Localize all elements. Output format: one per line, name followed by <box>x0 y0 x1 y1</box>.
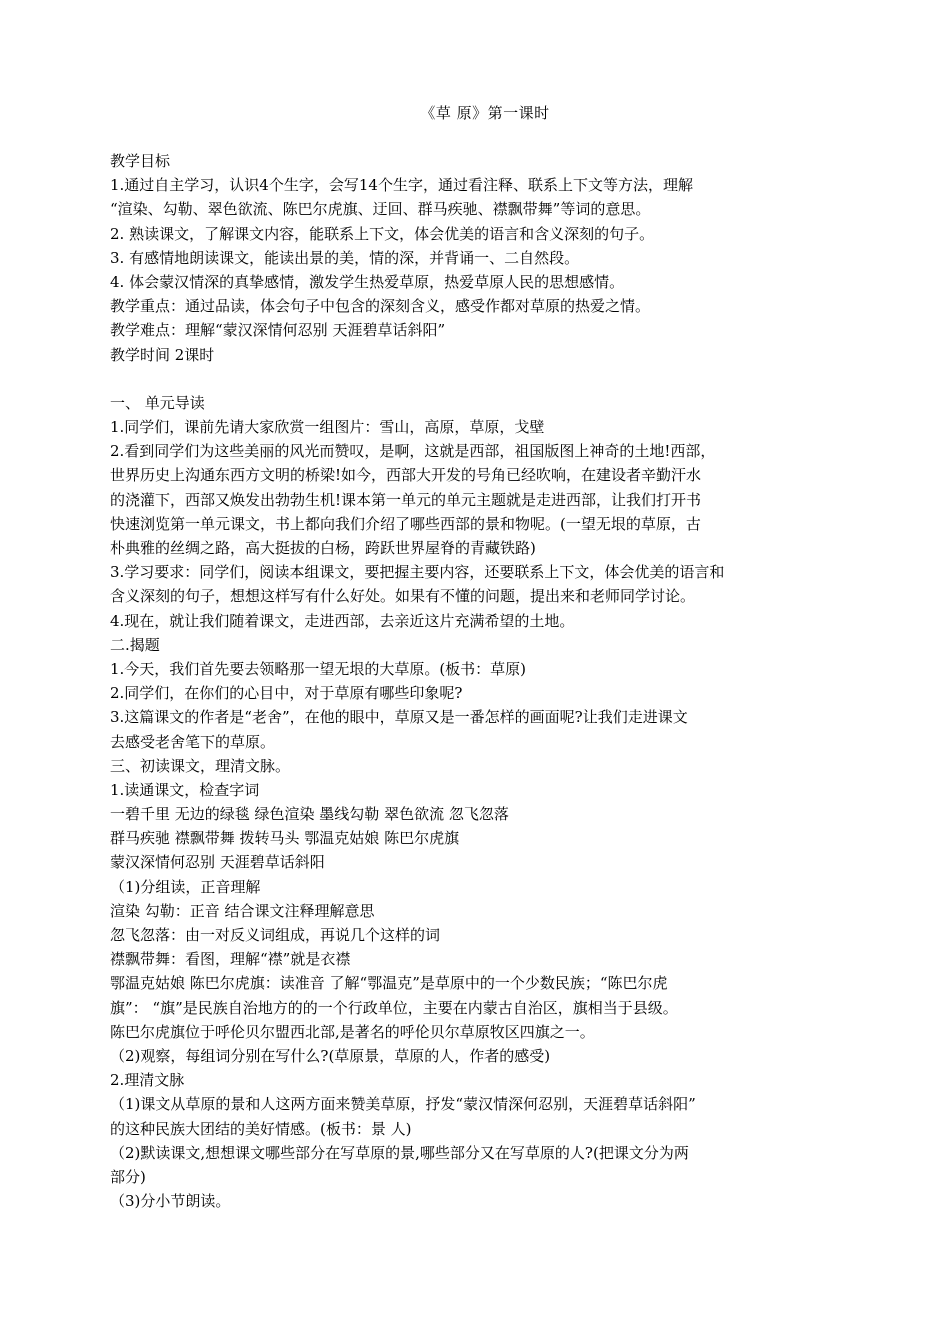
text-line: （1)课文从草原的景和人这两方面来赞美草原，抒发“蒙汉情深何忍别，天涯碧草话斜阳” <box>110 1095 696 1114</box>
document-page <box>110 101 860 1213</box>
text-line: （2)观察，每组词分别在写什么?(草原景，草原的人，作者的感受) <box>110 1046 551 1065</box>
text-line: 陈巴尔虎旗位于呼伦贝尔盟西北部,是著名的呼伦贝尔草原牧区四旗之一。 <box>110 1022 595 1041</box>
text-line: 4.现在，就让我们随着课文，走进西部，去亲近这片充满希望的土地。 <box>110 611 575 630</box>
text-line: （3)分小节朗读。 <box>110 1192 231 1211</box>
text-line: 群马疾驰 襟飘带舞 拨转马头 鄂温克姑娘 陈巴尔虎旗 <box>110 829 460 848</box>
text-line: 去感受老舍笔下的草原。 <box>110 732 276 751</box>
text-line: （1)分组读，正音理解 <box>110 877 261 896</box>
document-title: 《草 原》第一课时 <box>420 104 550 122</box>
text-line: 2.看到同学们为这些美丽的风光而赞叹，是啊，这就是西部，祖国版图上神奇的土地!西部， <box>110 442 716 461</box>
text-line: 部分) <box>110 1167 146 1186</box>
text-line: 1.读通课文，检查字词 <box>110 780 260 799</box>
text-line: 教学目标 <box>110 152 171 170</box>
text-line: 2.理清文脉 <box>110 1071 185 1090</box>
text-line: 襟飘带舞：看图，理解“襟”就是衣襟 <box>110 950 351 969</box>
text-line: 二.揭题 <box>110 635 160 654</box>
blank-line <box>110 367 860 391</box>
text-line: 一碧千里 无边的绿毯 绿色渲染 墨线勾勒 翠色欲流 忽飞忽落 <box>110 805 509 824</box>
text-line: 1.通过自主学习，认识4个生字，会写14个生字，通过看注释、联系上下文等方法，理解 <box>110 176 693 195</box>
document-body <box>110 149 860 1213</box>
text-line: 渲染 勾勒：正音 结合课文注释理解意思 <box>110 901 375 920</box>
text-line: 3. 有感情地朗读课文，能读出景的美，情的深，并背诵一、二自然段。 <box>110 248 580 267</box>
text-line: 一、 单元导读 <box>110 393 205 412</box>
text-line: 的浇灌下，西部又焕发出勃勃生机!课本第一单元的单元主题就是走进西部，让我们打开书 <box>110 490 702 509</box>
text-line: 教学时间 2课时 <box>110 345 215 364</box>
text-line: 朴典雅的丝绸之路，高大挺拔的白杨，跨跃世界屋脊的青藏铁路) <box>110 539 536 557</box>
text-line: 旗”： “旗”是民族自治地方的的一个行政单位，主要在内蒙古自治区，旗相当于县级。 <box>110 998 678 1017</box>
text-line: 3.这篇课文的作者是“老舍”，在他的眼中，草原又是一番怎样的画面呢?让我们走进课文 <box>110 708 688 727</box>
text-line: 3.学习要求：同学们，阅读本组课文，要把握主要内容，还要联系上下文，体会优美的语言和 <box>110 563 725 582</box>
text-line: 4. 体会蒙汉情深的真挚感情，激发学生热爱草原，热爱草原人民的思想感情。 <box>110 272 625 291</box>
text-line: 教学重点：通过品读，体会句子中包含的深刻含义，感受作都对草原的热爱之情。 <box>110 297 651 316</box>
text-line: 2. 熟读课文，了解课文内容，能联系上下文，体会优美的语言和含义深刻的句子。 <box>110 224 655 243</box>
text-line: “渲染、勾勒、翠色欲流、陈巴尔虎旗、迂回、群马疾驰、襟飘带舞”等词的意思。 <box>110 200 651 219</box>
text-line: 忽飞忽落：由一对反义词组成，再说几个这样的词 <box>110 926 441 944</box>
text-line: 1.今天，我们首先要去领略那一望无垠的大草原。(板书：草原) <box>110 659 527 678</box>
text-line: 教学难点：理解“蒙汉深情何忍别 天涯碧草话斜阳” <box>110 321 446 340</box>
text-line: 蒙汉深情何忍别 天涯碧草话斜阳 <box>110 853 325 872</box>
text-line: 世界历史上沟通东西方文明的桥梁!如今，西部大开发的号角已经吹响，在建设者辛勤汗水 <box>110 466 702 485</box>
text-line: 鄂温克姑娘 陈巴尔虎旗：读准音 了解“鄂温克”是草原中的一个少数民族；“陈巴尔虎 <box>110 974 668 993</box>
text-line: 快速浏览第一单元课文，书上都向我们介绍了哪些西部的景和物呢。(一望无垠的草原，古 <box>110 514 701 533</box>
text-line: 的这种民族大团结的美好情感。(板书：景 人) <box>110 1119 412 1138</box>
text-line: 含义深刻的句子，想想这样写有什么好处。如果有不懂的问题，提出来和老师同学讨论。 <box>110 587 696 606</box>
text-line: 2.同学们，在你们的心目中，对于草原有哪些印象呢? <box>110 684 463 703</box>
text-line: 1.同学们，课前先请大家欣赏一组图片：雪山，高原，草原，戈壁 <box>110 418 545 437</box>
text-line: 三、初读课文，理清文脉。 <box>110 756 291 775</box>
text-line: （2)默读课文,想想课文哪些部分在写草原的景,哪些部分又在写草原的人?(把课文分为两 <box>110 1143 689 1162</box>
